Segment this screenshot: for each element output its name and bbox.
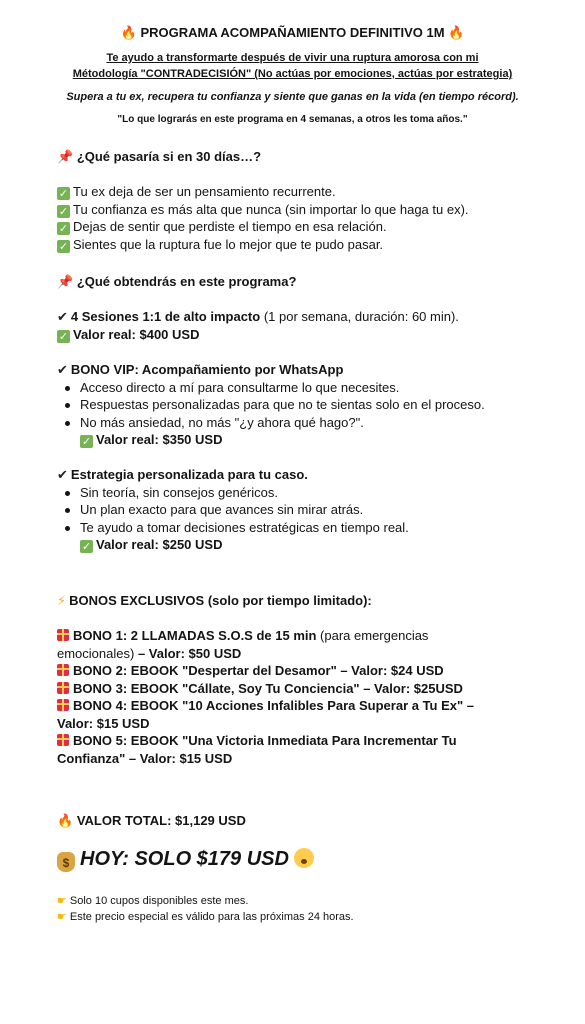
offer-price — [57, 848, 314, 872]
strategy-value — [80, 536, 222, 554]
heading-text: BONOS EXCLUSIVOS (solo por tiempo limitado): — [69, 593, 372, 608]
pushpin-icon: 📌 — [57, 150, 74, 165]
list-item: Respuestas personalizadas para que no te sientas solo en el proceso. — [57, 396, 485, 414]
offer-note-1 — [57, 893, 248, 909]
bono-5-text: BONO 5: EBOOK "Una Victoria Inmediata Para Incrementar Tu — [73, 733, 457, 748]
vip-title — [57, 361, 343, 380]
bono-2-text: BONO 2: EBOOK "Despertar del Desamor" – Valor: $24 USD — [73, 663, 444, 678]
strategy-title-text: Estrategia personalizada para tu caso. — [70, 467, 308, 482]
pushpin-icon: 📌 — [57, 275, 74, 290]
sessions-title: 4 Sesiones 1:1 de alto impacto — [70, 309, 261, 324]
heading-text: ¿Qué pasaría si en 30 días…? — [76, 149, 262, 164]
bono-4-text: BONO 4: EBOOK "10 Acciones Infalibles Para Superar a Tu Ex" – — [73, 698, 475, 713]
check-mark-button-icon: ✓ — [58, 222, 69, 235]
bono-1-detail: (para emergencias — [316, 628, 429, 643]
value-text: Valor real: $400 USD — [73, 326, 200, 342]
vip-title-text: BONO VIP: Acompañamiento por WhatsApp — [70, 362, 344, 377]
page-title — [0, 25, 585, 40]
bono-1-value: – Valor: $50 USD — [134, 645, 242, 661]
subtitle-line-1: Te ayudo a transformarte después de vivir una ruptura amorosa con mi — [106, 52, 479, 64]
subtitle-line-2: Métodología "CONTRADECISIÓN" (No actúas por emociones, actúas por estrategia) — [72, 68, 513, 80]
heavy-check-mark-icon: ✔ — [57, 363, 68, 378]
quote: "Lo que lograrás en este programa en 4 semanas, a otros les toma años." — [117, 114, 468, 125]
vip-list — [57, 379, 485, 432]
high-voltage-icon: ⚡ — [57, 594, 67, 609]
bono-2 — [57, 662, 444, 680]
list-item-text: Tu confianza es más alta que nunca (sin importar lo que haga tu ex). — [73, 201, 469, 217]
list-item: No más ansiedad, no más "¿y ahora qué hago?". — [57, 414, 485, 432]
bono-4-line-1 — [57, 697, 474, 715]
heading-text: ¿Qué obtendrás en este programa? — [76, 274, 297, 289]
check-mark-button-icon: ✓ — [81, 435, 92, 448]
vip-value — [80, 431, 222, 449]
section-heading-bonus — [57, 592, 372, 611]
section-heading-30-days — [57, 148, 261, 166]
sessions-value — [57, 326, 199, 344]
bono-4-line-2: Valor: $15 USD — [57, 715, 150, 731]
list-item — [57, 218, 387, 236]
wrapped-gift-icon — [57, 629, 69, 641]
note-text: Este precio especial es válido para las próximas 24 horas. — [69, 911, 354, 923]
bono-1-line-1 — [57, 627, 428, 645]
tagline: Supera a tu ex, recupera tu confianza y siente que ganas en la vida (en tiempo récord). — [66, 91, 519, 103]
backhand-index-pointing-right-icon: ☛ — [57, 894, 67, 907]
strategy-title — [57, 466, 308, 485]
check-mark-button-icon: ✓ — [58, 329, 69, 343]
list-item: Acceso directo a mí para consultarme lo que necesites. — [57, 379, 485, 397]
wrapped-gift-icon — [57, 734, 69, 746]
total-value — [57, 812, 246, 830]
heavy-check-mark-icon: ✔ — [57, 310, 68, 325]
backhand-index-pointing-right-icon: ☛ — [57, 910, 67, 923]
list-item: Un plan exacto para que avances sin mirar atrás. — [57, 501, 409, 519]
sessions-line — [57, 308, 459, 327]
exploding-head-icon — [294, 848, 314, 868]
wrapped-gift-icon — [57, 664, 69, 676]
offer-note-2 — [57, 909, 354, 925]
list-item — [57, 236, 383, 254]
fire-icon: 🔥 — [57, 814, 74, 829]
fire-icon: 🔥 — [448, 26, 465, 41]
note-text: Solo 10 cupos disponibles este mes. — [69, 895, 249, 907]
check-mark-button-icon: ✓ — [58, 187, 69, 200]
page-title-text: PROGRAMA ACOMPAÑAMIENTO DEFINITIVO 1M — [140, 25, 445, 40]
bono-1-line-2 — [57, 645, 241, 663]
list-item-text: Sientes que la ruptura fue lo mejor que te pudo pasar. — [73, 236, 384, 252]
section-heading-obtain — [57, 273, 296, 291]
wrapped-gift-icon — [57, 699, 69, 711]
bono-5-line-2: Confianza" – Valor: $15 USD — [57, 750, 233, 766]
sessions-detail: (1 por semana, duración: 60 min). — [260, 309, 459, 324]
bono-1-detail-cont: emocionales) — [57, 645, 135, 661]
list-item — [57, 201, 469, 219]
list-item: Sin teoría, sin consejos genéricos. — [57, 484, 409, 502]
list-item: Te ayudo a tomar decisiones estratégicas en tiempo real. — [57, 519, 409, 537]
wrapped-gift-icon — [57, 682, 69, 694]
bono-3-text: BONO 3: EBOOK "Cállate, Soy Tu Conciencia" – Valor: $25USD — [73, 680, 463, 696]
list-item-text: Tu ex deja de ser un pensamiento recurrente. — [73, 184, 336, 199]
fire-icon: 🔥 — [120, 26, 137, 41]
value-text: Valor real: $350 USD — [96, 432, 223, 447]
money-bag-icon: $ — [57, 852, 75, 872]
page-subtitle — [0, 50, 585, 82]
offer-price-text: HOY: SOLO $179 USD — [80, 848, 289, 870]
check-mark-button-icon: ✓ — [58, 204, 69, 218]
strategy-list — [57, 484, 409, 537]
bono-3 — [57, 680, 463, 698]
list-item-text: Dejas de sentir que perdiste el tiempo en esa relación. — [73, 219, 387, 234]
bono-1-title: BONO 1: 2 LLAMADAS S.O.S de 15 min — [73, 628, 317, 643]
heavy-check-mark-icon: ✔ — [57, 468, 68, 483]
list-item — [57, 183, 336, 201]
value-text: Valor real: $250 USD — [96, 537, 223, 552]
bono-5-line-1 — [57, 732, 457, 750]
check-mark-button-icon: ✓ — [81, 540, 92, 553]
check-mark-button-icon: ✓ — [58, 239, 69, 253]
total-value-text: VALOR TOTAL: $1,129 USD — [76, 813, 246, 828]
